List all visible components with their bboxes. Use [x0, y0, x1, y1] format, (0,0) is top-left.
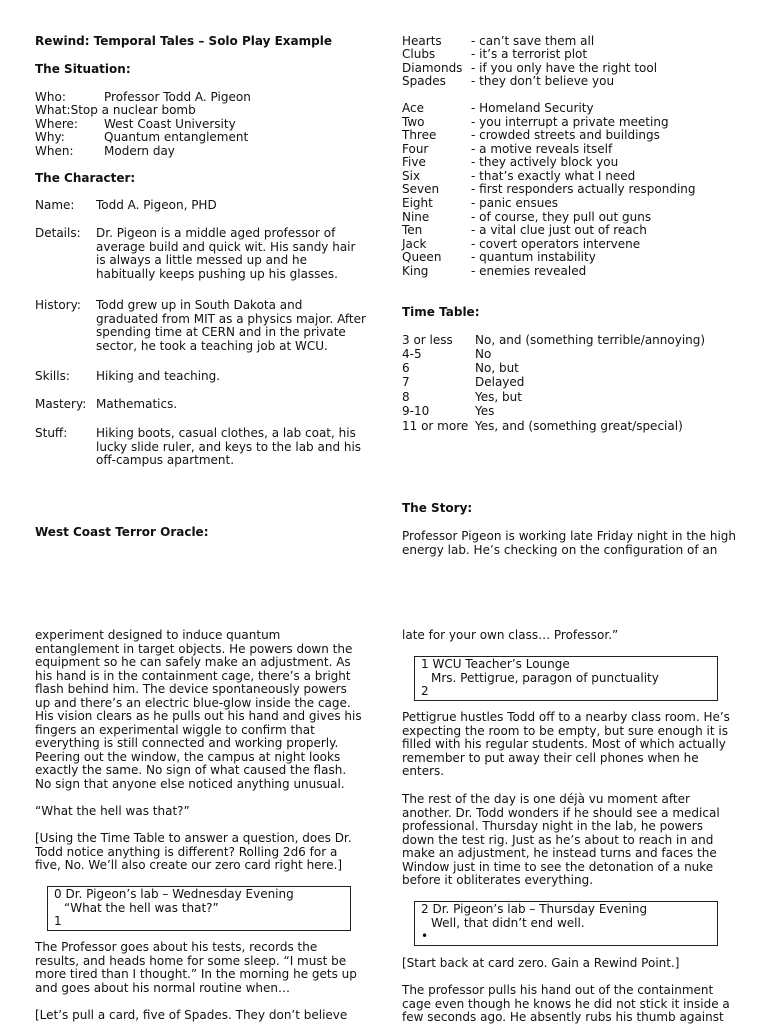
scene-card-title: 2 Dr. Pigeon’s lab – Thursday Evening — [421, 902, 648, 916]
timetable-result: No, but — [475, 361, 519, 375]
rank-label: Seven — [402, 182, 440, 196]
timetable-roll: 6 — [402, 361, 410, 375]
where-value: West Coast University — [104, 117, 236, 131]
rank-label: Five — [402, 155, 426, 169]
stuff-label: Stuff: — [35, 426, 68, 440]
timetable-roll: 9-10 — [402, 404, 430, 418]
details-value: Dr. Pigeon is a middle aged professor of average build and quick wit. His sandy hair is always a little messed up and he habitually keeps pushing up his glasses. — [96, 226, 356, 281]
story-note: [Using the Time Table to answer a question, does Dr. Todd notice anything is different? Rolling 2d6 for a five, No. We’ll also create our zero card right here.] — [35, 831, 352, 872]
why-label: Why: — [35, 130, 65, 144]
rank-label: Two — [402, 115, 425, 129]
timetable-result: Yes — [475, 404, 495, 418]
what-label: What: — [35, 103, 71, 117]
timetable-result: Yes, and (something great/special) — [475, 419, 683, 433]
rank-label: Ten — [402, 223, 423, 237]
timetable-heading: Time Table: — [402, 305, 480, 319]
rank-value: - enemies revealed — [471, 264, 587, 278]
rank-value: - crowded streets and buildings — [471, 128, 660, 142]
story-paragraph: The professor pulls his hand out of the containment cage even though he knows he did not stick it inside a few seconds ago. He absently rubs his thumb against — [402, 983, 730, 1024]
when-value: Modern day — [104, 144, 175, 158]
suit-clubs-value: - it’s a terrorist plot — [471, 47, 588, 61]
scene-card-line: “What the hell was that?” — [64, 900, 219, 915]
rank-value: - first responders actually responding — [471, 182, 696, 196]
timetable-result: No — [475, 347, 492, 361]
suit-hearts-label: Hearts — [402, 34, 442, 48]
story-intro: Professor Pigeon is working late Friday night in the high energy lab. He’s checking on the configuration of an — [402, 529, 736, 557]
scene-card-link: • — [421, 929, 429, 943]
story-note: [Let’s pull a card, five of Spades. They don’t believe — [35, 1008, 348, 1022]
rank-label: Nine — [402, 210, 430, 224]
timetable-result: Delayed — [475, 375, 525, 389]
scene-card-link: 2 — [421, 684, 429, 698]
scene-card-title: 1 WCU Teacher’s Lounge — [421, 657, 570, 671]
timetable-result: Yes, but — [475, 390, 522, 404]
timetable-roll: 7 — [402, 375, 410, 389]
suit-spades-label: Spades — [402, 74, 446, 88]
mastery-label: Mastery: — [35, 397, 87, 411]
rank-value: - Homeland Security — [471, 101, 594, 115]
stuff-value: Hiking boots, casual clothes, a lab coat, his lucky slide ruler, and keys to the lab and his off-campus apartment. — [96, 426, 362, 467]
rank-value: - you interrupt a private meeting — [471, 115, 669, 129]
rank-value: - a vital clue just out of reach — [471, 223, 647, 237]
story-paragraph: The rest of the day is one déjà vu moment after another. Dr. Todd wonders if he should see a medical professional. Thursday night in the lab, he powers down the test rig. Just as he’s about to reach in and make an adjustment, he instead turns and faces the Window just in time to see the detonation of a nuke before it obliterates everything. — [402, 792, 720, 887]
rank-label: King — [402, 264, 429, 278]
timetable-result: No, and (something terrible/annoying) — [475, 333, 706, 347]
skills-value: Hiking and teaching. — [96, 369, 221, 383]
history-value: Todd grew up in South Dakota and graduated from MIT as a physics major. After spending time at CERN and in the private sector, he took a teaching job at WCU. — [96, 298, 366, 353]
when-label: When: — [35, 144, 74, 158]
details-label: Details: — [35, 226, 81, 240]
suit-hearts-value: - can’t save them all — [471, 34, 595, 48]
rank-label: Six — [402, 169, 421, 183]
timetable-roll: 8 — [402, 390, 410, 404]
why-value: Quantum entanglement — [104, 130, 249, 144]
oracle-heading: West Coast Terror Oracle: — [35, 525, 209, 539]
timetable-roll: 11 or more — [402, 419, 469, 433]
scene-card-0 — [47, 886, 351, 931]
situation-heading: The Situation: — [35, 62, 131, 76]
rank-label: Four — [402, 142, 429, 156]
rank-value: - panic ensues — [471, 196, 558, 210]
what-row — [35, 104, 196, 118]
rank-label: Ace — [402, 101, 424, 115]
timetable-roll: 4-5 — [402, 347, 422, 361]
mastery-value: Mathematics. — [96, 397, 178, 411]
suit-clubs-label: Clubs — [402, 47, 436, 61]
story-note: [Start back at card zero. Gain a Rewind Point.] — [402, 956, 680, 970]
rank-label: Eight — [402, 196, 433, 210]
skills-label: Skills: — [35, 369, 70, 383]
rank-value: - a motive reveals itself — [471, 142, 613, 156]
suit-diamonds-value: - if you only have the right tool — [471, 61, 658, 75]
scene-card-title: 0 Dr. Pigeon’s lab – Wednesday Evening — [54, 887, 294, 901]
rank-value: - of course, they pull out guns — [471, 210, 652, 224]
what-value: Stop a nuclear bomb — [70, 103, 196, 117]
story-paragraph: The Professor goes about his tests, records the results, and heads home for some sleep. “I must be more tired than I thought.” In the morning he gets up and goes about his normal routine when… — [35, 940, 357, 995]
rank-label: Three — [402, 128, 437, 142]
rank-value: - that’s exactly what I need — [471, 169, 636, 183]
who-value: Professor Todd A. Pigeon — [104, 90, 251, 104]
scene-card-link: 1 — [54, 914, 62, 928]
scene-card-line: Mrs. Pettigrue, paragon of punctuality — [431, 670, 659, 685]
where-label: Where: — [35, 117, 78, 131]
rank-label: Queen — [402, 250, 442, 264]
story-paragraph: late for your own class… Professor.” — [402, 628, 619, 642]
story-heading: The Story: — [402, 501, 473, 515]
story-paragraph: experiment designed to induce quantum entanglement in target objects. He powers down the equipment so he can safely make an adjustment. As his hand is in the containment cage, there’s a bright flash behind him. The device spontaneously powers up and there’s an electric blue-glow inside the cage. His vision clears as he pulls out his hand and gives his fingers an experimental wiggle to confirm that everything is still connected and working properly. Peering out the window, the campus at night looks exactly the same. No sign of what caused the flash. No sign that anyone else noticed anything unusual. — [35, 628, 362, 791]
character-heading: The Character: — [35, 171, 136, 185]
scene-card-line: Well, that didn’t end well. — [431, 915, 585, 930]
rank-label: Jack — [402, 237, 427, 251]
who-label: Who: — [35, 90, 66, 104]
scene-card-2 — [414, 901, 718, 946]
name-label: Name: — [35, 198, 75, 212]
rank-value: - they actively block you — [471, 155, 619, 169]
scene-card-1 — [414, 656, 718, 701]
timetable-roll: 3 or less — [402, 333, 453, 347]
suit-spades-value: - they don’t believe you — [471, 74, 615, 88]
document-title: Rewind: Temporal Tales – Solo Play Example — [35, 34, 332, 48]
story-quote: “What the hell was that?” — [35, 804, 190, 818]
rank-value: - quantum instability — [471, 250, 596, 264]
name-value: Todd A. Pigeon, PHD — [96, 198, 217, 212]
history-label: History: — [35, 298, 81, 312]
rank-value: - covert operators intervene — [471, 237, 641, 251]
suit-diamonds-label: Diamonds — [402, 61, 463, 75]
story-paragraph: Pettigrue hustles Todd off to a nearby class room. He’s expecting the room to be empty, but sure enough it is filled with his regular students. Most of which actually remember to put away their cell phones when he enters. — [402, 710, 730, 778]
